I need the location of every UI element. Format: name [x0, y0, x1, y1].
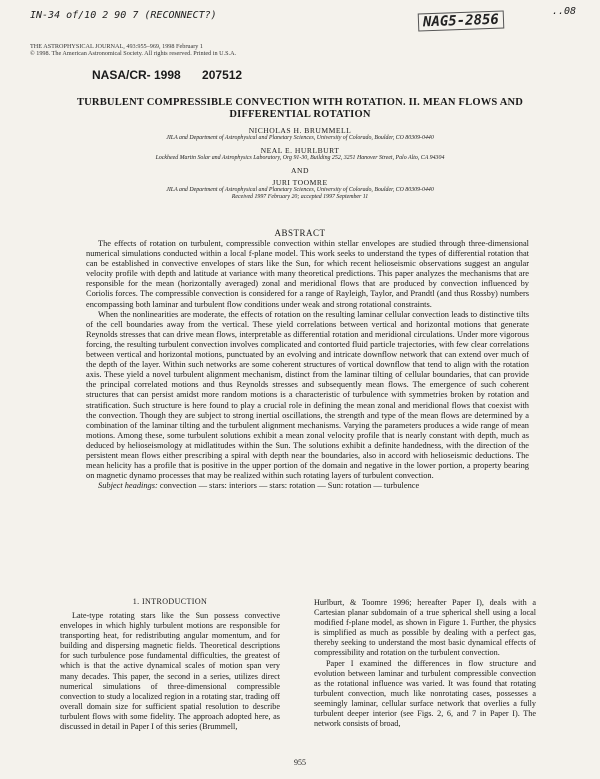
- and-word: AND: [291, 166, 309, 175]
- abstract-body: [86, 239, 529, 491]
- right-column: [314, 598, 536, 729]
- received-dates: Received 1997 February 20; accepted 1997 September 11: [231, 194, 369, 200]
- intro-paragraph: Late-type rotating stars like the Sun possess convective envelopes in which highly turbulent motions are responsible for transporting heat, for redistributing angular momentum, and for building and dispersing magnetic fields. Theoretical descriptions for such turbulence pose fundamental difficulties, the greatest of which is that the active dynamical scales of motion span very many decades. This paper, the second in a series, utilizes direct numerical simulations of three-dimensional compressible convection to study a localized region in a rotating star, trading off overall domain size for sufficient spatial resolution to describe turbulent flows with some fidelity. The approach adopted here, as discussed in detail in Paper I of this series (Brummell,: [60, 611, 280, 732]
- author-name: NEAL E. HURLBURT: [260, 146, 340, 155]
- journal-line-1: THE ASTROPHYSICAL JOURNAL, 493:955–969, 1998 February 1: [30, 43, 204, 50]
- handwritten-corner: ..08: [552, 6, 577, 17]
- author-affiliation: JILA and Department of Astrophysical and Planetary Sciences, University of Colorado, Boulder, CO 80309-0440: [166, 135, 434, 141]
- page-number: 955: [294, 758, 306, 767]
- abstract-heading: ABSTRACT: [274, 228, 326, 238]
- abstract-paragraph: When the nonlinearities are moderate, the effects of rotation on the resulting laminar cellular convection leads to distinctive tilts of the cell boundaries away from the vertical. These yield correlations between vertical and horizontal motions that generate Reynolds stresses that can drive mean flows, interpretable as differential rotation and meridional circulations. Under more vigorous forcing, the resulting turbulent convection involves complicated and contorted fluid particle trajectories, with few clear correlations between vertical and horizontal motions, punctuated by an evolving and intricate downflow network that can extend over much of the depth of the layer. Within such networks are some coherent structures of vortical downflow that tend to align with the rotation axis. These yield a novel turbulent alignment mechanism, distinct from the laminar tilting of cellular boundaries, that can provide the principal correlated motions and thus Reynolds stresses and subsequently mean flows. The emergence of such coherent structures that can persist amidst more random motions is a characteristic of turbulence with symmetries broken by rotation and stratification. Such structure is here found to play a crucial role in defining the mean zonal and meridional flows that coexist with the convection. Though they are subject to strong inertial oscillations, the strength and type of the mean flows are determined by a combination of the laminar tilting and the turbulent alignment mechanisms. Varying the parameters produces a wide range of mean motions. Among these, some turbulent solutions exhibit a mean zonal velocity profile that is nearly constant with depth, much as deduced by helioseismology at midlatitudes within the Sun. The solutions exhibit a definite handedness, with the direction of the persistent mean flows either prescribing a spiral with depth near the boundaries, also in accord with helioseismic deductions. The mean helicity has a profile that is positive in the upper portion of the domain and negative in the lower portion, a property bearing on magnetic dynamo processes that may be realized within such rotating layers of turbulent convection.: [86, 309, 529, 481]
- author-affiliation: JILA and Department of Astrophysical and Planetary Sciences, University of Colorado, Boulder, CO 80309-0440: [166, 187, 434, 193]
- section-heading: 1. INTRODUCTION: [132, 597, 208, 606]
- left-column: [60, 611, 280, 732]
- author-affiliation: Lockheed Martin Solar and Astrophysics Laboratory, Org 91-30, Building 252, 3251 Hanover Street, Palo Alto, CA 94304: [155, 155, 445, 161]
- abstract-paragraph: The effects of rotation on turbulent, compressible convection within stellar envelopes are studied through three-dimensional numerical simulations conducted within a local f-plane model. This work seeks to understand the types of differential rotation that can be established in convective envelopes of stars like the Sun, for which recent helioseismic observations suggest an angular velocity profile with depth and latitude at variance with many theoretical predictions. This paper analyzes the mechanisms that are responsible for the mean (horizontally averaged) zonal and meridional flows that are produced by convection influenced by Coriolis forces. The compressible convection is considered for a range of Rayleigh, Taylor, and Prandtl (and thus Rossby) numbers encompassing both laminar and turbulent flow conditions under weak and strong rotational constraints.: [86, 239, 529, 309]
- paper-title: TURBULENT COMPRESSIBLE CONVECTION WITH ROTATION. II. MEAN FLOWS AND DIFFERENTIAL ROTATION: [76, 97, 524, 120]
- intro-paragraph: Paper I examined the differences in flow structure and evolution between laminar and turbulent compressible convection as the rotational influence was varied. It was found that rotating turbulent convection, much like nonrotating cases, possesses a seemingly laminar, cellular surface network that overlies a fully turbulent deeper interior (see Figs. 2, 6, and 7 in Paper I). The network consists of broad,: [314, 658, 536, 729]
- author-block: [30, 126, 570, 201]
- author-name: JURI TOOMRE: [272, 178, 328, 187]
- author-name: NICHOLAS H. BRUMMELL: [248, 126, 352, 135]
- handwritten-top-left: IN-34 of/10 2 90 7 (RECONNECT?): [30, 10, 217, 21]
- journal-line-2: © 1998. The American Astronomical Society. All rights reserved. Printed in U.S.A.: [30, 50, 237, 57]
- handwritten-grant-number: NAG5-2856: [418, 11, 504, 32]
- intro-paragraph: Hurlburt, & Toomre 1996; hereafter Paper I), deals with a Cartesian planar subdomain of a true spherical shell using a local modified f-plane model, as shown in Figure 1. Further, the physics is simplified as much as possible by dealing with a perfect gas, thereby seeking to understand the most basic dynamical effects of compressibility and rotation on the turbulent convection.: [314, 598, 536, 658]
- journal-header: [30, 43, 236, 57]
- subject-headings: Subject headings: convection — stars: interiors — stars: rotation — Sun: rotation — turbulence: [98, 481, 420, 491]
- report-number: NASA/CR- 1998 207512: [92, 68, 243, 82]
